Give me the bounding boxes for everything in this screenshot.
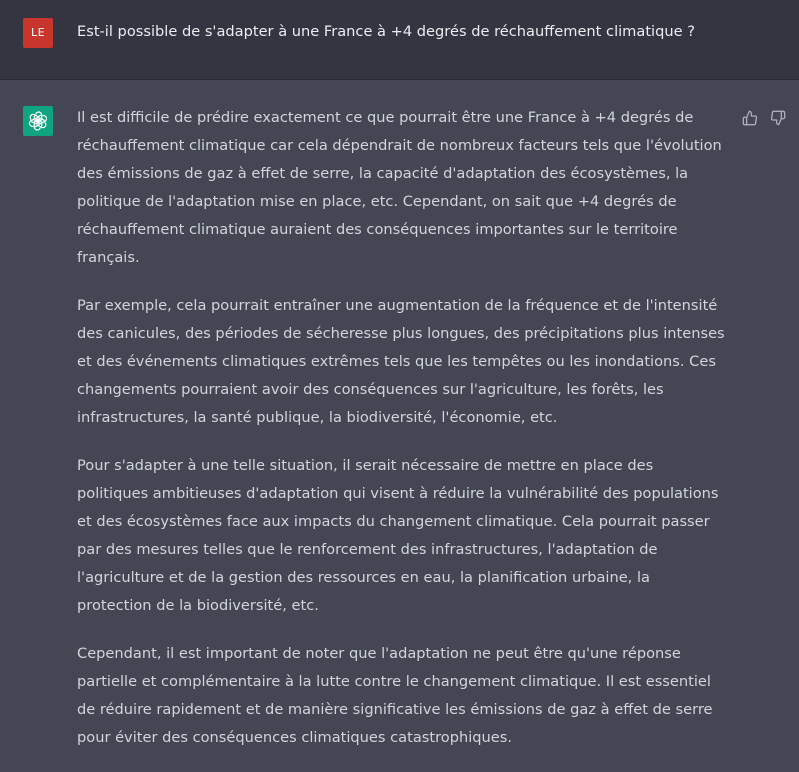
openai-logo-icon	[28, 111, 48, 131]
user-avatar: LE	[23, 18, 53, 48]
answer-paragraph: Il est difficile de prédire exactement ce que pourrait être une France à +4 degrés de réchauffement climatique car cela dépendrait de nombreux facteurs tels que l'évolution des émissions de gaz à effet de serre, la capacité d'adaptation des écosystèmes, la politique de l'adaptation mise en place, etc. Cependant, on sait que +4 degrés de réchauffement climatique auraient des conséquences importantes sur le territoire français.	[77, 109, 722, 266]
assistant-message-row	[0, 80, 799, 746]
assistant-message-text	[77, 104, 725, 772]
thumbs-up-icon	[742, 110, 758, 126]
user-message-text: Est-il possible de s'adapter à une France à +4 degrés de réchauffement climatique ?	[77, 23, 695, 40]
thumbs-up-button[interactable]	[740, 108, 760, 128]
assistant-avatar	[23, 106, 53, 136]
answer-paragraph: Par exemple, cela pourrait entraîner une augmentation de la fréquence et de l'intensité des canicules, des périodes de sécheresse plus longues, des précipitations plus intenses et des événements climatiques extrêmes tels que les tempêtes ou les inondations. Ces changements pourraient avoir des conséquences sur l'agriculture, les forêts, les infrastructures, la santé publique, la biodiversité, l'économie, etc.	[77, 297, 725, 426]
user-message-row	[0, 0, 799, 80]
thumbs-down-button[interactable]	[768, 108, 788, 128]
answer-paragraph: Cependant, il est important de noter que l'adaptation ne peut être qu'une réponse partielle et complémentaire à la lutte contre le changement climatique. Il est essentiel de réduire rapidement et de manière significative les émissions de gaz à effet de serre pour éviter des conséquences climatiques catastrophiques.	[77, 645, 713, 746]
thumbs-down-icon	[770, 110, 786, 126]
answer-paragraph: Pour s'adapter à une telle situation, il serait nécessaire de mettre en place des politiques ambitieuses d'adaptation qui visent à réduire la vulnérabilité des populations et des écosystèmes face aux impacts du changement climatique. Cela pourrait passer par des mesures telles que le renforcement des infrastructures, l'adaptation de l'agriculture et de la gestion des ressources en eau, la planification urbaine, la protection de la biodiversité, etc.	[77, 457, 719, 614]
